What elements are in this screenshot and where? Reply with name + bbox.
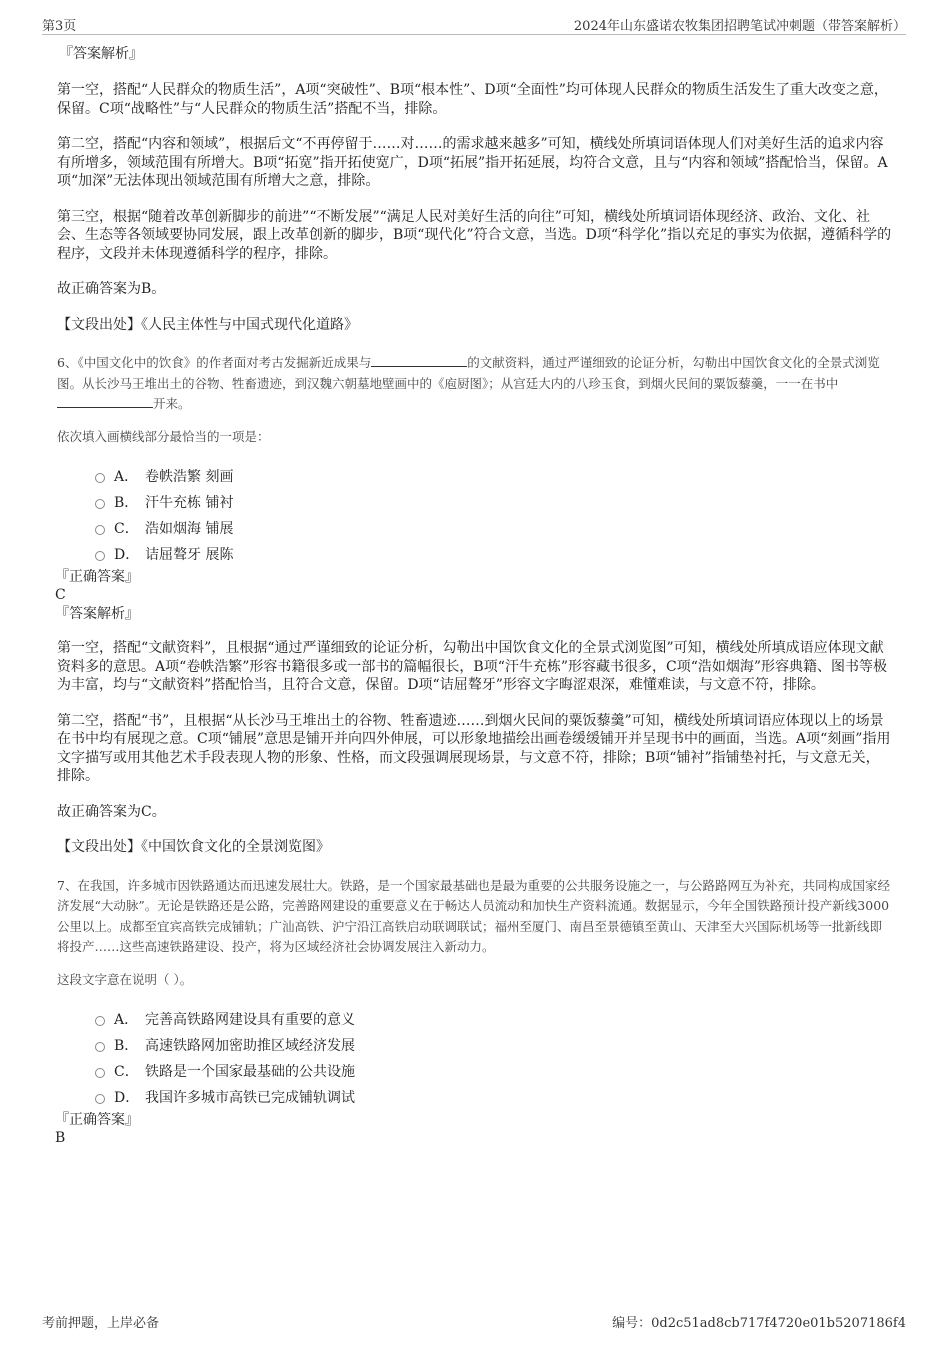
q6-blank-1 xyxy=(371,354,467,367)
q7-option-c[interactable] xyxy=(95,1058,892,1084)
q7-stem: 7、在我国，许多城市因铁路通达而迅速发展壮大。铁路，是一个国家最基础也是最为重要的公共服务设施之一，与公路路网互为补充，共同构成国家经济发展“大动脉”。无论是铁路还是公路，完善路网建设的重要意义在于畅达人员流动和加快生产资料流通。数据显示，今年全国铁路预计投产新线3000公里以上。成都至宜宾高铁完成铺轨；广汕高铁、沪宁沿江高铁启动联调联试；福州至厦门、南昌至景德镇至黄山、天津至大兴国际机场等一批新线即将投产……这些高速铁路建设、投产，将为区域经济社会协调发展注入新动力。 xyxy=(57,877,890,954)
radio-icon[interactable] xyxy=(95,1094,105,1104)
document-title: 2024年山东盛诺农牧集团招聘笔试冲刺题（带答案解析） xyxy=(573,19,906,34)
option-text: 卷帙浩繁 刻画 xyxy=(145,469,234,485)
option-text: 铁路是一个国家最基础的公共设施 xyxy=(145,1064,355,1080)
q6-option-b[interactable] xyxy=(95,489,892,515)
q6-stem-part-2: 的文献资料，通过严谨细致的论证分析，勾勒出中国饮食文化的全景式浏览图。从长沙马王堆出土的谷物、牲畜遗迹，到汉魏六朝墓地壁画中的《庖厨图》；从宫廷大内的八珍玉食，到烟火民间的粟饭藜羹，一一在书中 xyxy=(57,355,880,391)
q7-option-d[interactable] xyxy=(95,1084,892,1110)
q7-option-b[interactable] xyxy=(95,1032,892,1058)
q6-blank-2 xyxy=(57,395,153,408)
page-content xyxy=(57,44,892,1147)
option-letter: B． xyxy=(114,1038,139,1054)
radio-icon[interactable] xyxy=(95,473,105,483)
q5-analysis-para-1: 第一空，搭配“人民群众的物质生活”，A项“突破性”、B项“根本性”、D项“全面性”均可体现人民群众的物质生活发生了重大改变之意，保留。C项“战略性”与“人民群众的物质生活”搭配不当，排除。 xyxy=(57,82,888,117)
q6-analysis-para-2: 第二空，搭配“书”，且根据“从长沙马王堆出土的谷物、牲畜遗迹……到烟火民间的粟饭藜羹”可知，横线处所填词语应体现以上的场景在书中均有展现之意。C项“铺展”意思是铺开并向四外伸展，可以形象地描绘出画卷缓缓铺开并呈现书中的画面，当选。A项“刻画”指用文字描写或用其他艺术手段表现人物的形象、性格，而文段强调展现场景，与文意不符，排除；B项“铺衬”指铺垫衬托，与文意无关，排除。 xyxy=(57,712,891,784)
radio-icon[interactable] xyxy=(95,499,105,509)
radio-icon[interactable] xyxy=(95,1042,105,1052)
q6-answer-label: 『正确答案』 xyxy=(55,569,139,585)
option-text: 浩如烟海 铺展 xyxy=(145,521,234,537)
radio-icon[interactable] xyxy=(95,1016,105,1026)
q6-analysis-label: 『答案解析』 xyxy=(55,606,139,622)
q7-prompt: 这段文字意在说明（ ）。 xyxy=(57,971,193,987)
option-letter: B． xyxy=(114,495,139,511)
q5-conclusion: 故正确答案为B。 xyxy=(57,281,166,297)
q6-source: 【文段出处】《中国饮食文化的全景浏览图》 xyxy=(57,839,330,855)
option-letter: D． xyxy=(114,1090,140,1106)
q5-analysis-para-3: 第三空，根据“随着改革创新脚步的前进”“不断发展”“满足人民对美好生活的向往”可知，横线处所填词语体现经济、政治、文化、社会、生态等各领域要协同发展，跟上改革创新的脚步，B项“现代化”符合文意，当选。D项“科学化”指以充足的事实为依据，遵循科学的程序，文段并未体现遵循科学的程序，排除。 xyxy=(57,208,892,262)
option-letter: D． xyxy=(114,547,140,563)
q6-option-c[interactable] xyxy=(95,515,892,541)
q7-option-a[interactable] xyxy=(95,1006,892,1032)
q7-answer-label: 『正确答案』 xyxy=(55,1112,139,1128)
q6-options xyxy=(95,463,892,567)
q6-stem xyxy=(57,353,892,415)
page-header xyxy=(42,14,906,35)
q7-options xyxy=(95,1006,892,1110)
option-text: 高速铁路网加密助推区域经济发展 xyxy=(145,1038,355,1054)
option-text: 完善高铁路网建设具有重要的意义 xyxy=(145,1012,355,1028)
option-letter: C． xyxy=(114,521,139,537)
q5-analysis-label: 『答案解析』 xyxy=(59,46,143,62)
option-text: 汗牛充栋 铺衬 xyxy=(145,495,234,511)
document-id: 编号：0d2c51ad8cb717f4720e01b5207186f4 xyxy=(612,1316,906,1331)
radio-icon[interactable] xyxy=(95,525,105,535)
option-letter: A． xyxy=(114,469,139,485)
q5-analysis-para-2: 第二空，搭配“内容和领域”，根据后文“不再停留于……对……的需求越来越多”可知，横线处所填词语体现人们对美好生活的追求内容有所增多，领域范围有所增大。B项“拓宽”指开拓使宽广，D项“拓展”指开拓延展，均符合文意，且与“内容和领域”搭配恰当，保留。A项“加深”无法体现出领域范围有所增大之意，排除。 xyxy=(57,136,888,189)
page-number: 第3页 xyxy=(42,19,77,34)
q6-prompt: 依次填入画横线部分最恰当的一项是： xyxy=(57,428,270,444)
option-letter: A． xyxy=(114,1012,139,1028)
q7-answer: B xyxy=(55,1130,66,1146)
q5-source: 【文段出处】《人民主体性与中国式现代化道路》 xyxy=(57,316,358,333)
radio-icon[interactable] xyxy=(95,551,105,561)
q6-stem-part-1: 6、《中国文化中的饮食》的作者面对考古发掘新近成果与 xyxy=(57,355,372,370)
footer-slogan: 考前押题，上岸必备 xyxy=(42,1316,160,1331)
option-text: 诘屈聱牙 展陈 xyxy=(145,547,234,563)
radio-icon[interactable] xyxy=(95,1068,105,1078)
option-text: 我国许多城市高铁已完成铺轨调试 xyxy=(145,1090,355,1106)
q6-answer: C xyxy=(55,587,66,603)
option-letter: C． xyxy=(114,1064,139,1080)
q6-conclusion: 故正确答案为C。 xyxy=(57,803,166,820)
q6-stem-part-3: 开来。 xyxy=(153,396,191,411)
q6-option-d[interactable] xyxy=(95,541,892,567)
q6-analysis-para-1: 第一空，搭配“文献资料”，且根据“通过严谨细致的论证分析，勾勒出中国饮食文化的全景式浏览图”可知，横线处所填成语应体现文献资料多的意思。A项“卷帙浩繁”形容书籍很多或一部书的篇幅很长，B项“汗牛充栋”形容藏书很多，C项“浩如烟海”形容典籍、图书等极为丰富，均与“文献资料”搭配恰当，且符合文意，保留。D项“诘屈聱牙”形容文字晦涩艰深，难懂难读，与文意不符，排除。 xyxy=(57,640,888,693)
q6-option-a[interactable] xyxy=(95,463,892,489)
